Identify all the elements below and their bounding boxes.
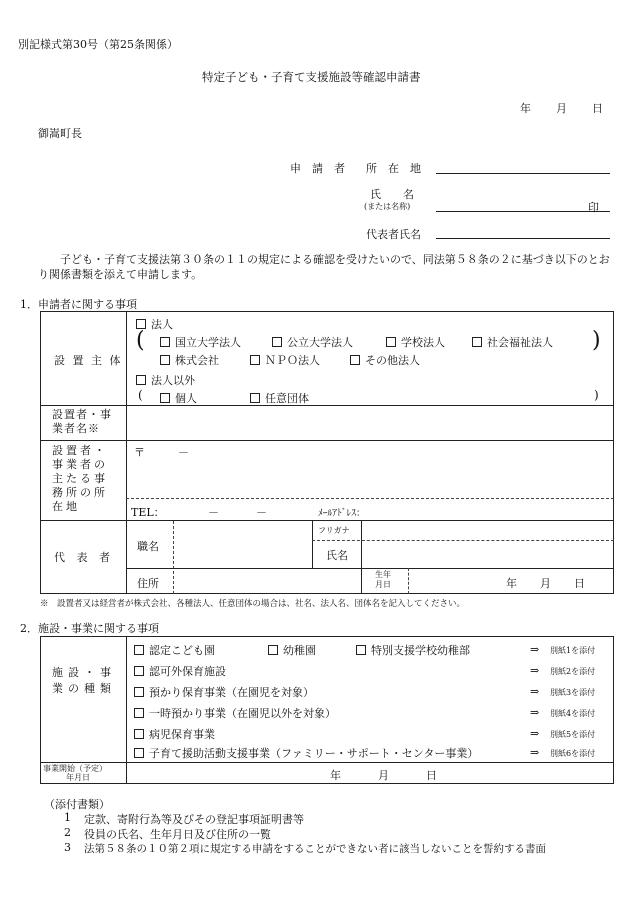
office-label: 設置者・事業者の主たる事務所の所在地 [52, 444, 108, 513]
label: 認定こども園 [149, 644, 215, 657]
label: 認可外保育施設 [149, 665, 226, 678]
rep-field[interactable] [436, 238, 610, 239]
seal-mark: 印 [588, 201, 599, 214]
attached-no-2: 2 [64, 826, 71, 839]
check-voluntary-group[interactable] [250, 390, 309, 406]
page-title: 特定子ども・子育て支援施設等確認申請書 [202, 70, 421, 84]
label: その他法人 [365, 354, 420, 367]
name-field[interactable] [436, 211, 610, 212]
right-paren-icon: ) [594, 388, 599, 402]
label: 幼稚園 [283, 644, 316, 657]
label: 病児保育事業 [149, 728, 215, 741]
date-year: 年 [520, 102, 531, 115]
arrow-icon: ⇒ [530, 706, 540, 719]
check-certified-kodomoen[interactable] [134, 642, 215, 658]
birth-label-1: 生年 [375, 570, 391, 579]
checkbox-icon [134, 666, 144, 676]
attached-heading: （添付書類） [44, 798, 110, 811]
attached-item-2: 役員の氏名、生年月日及び住所の一覧 [84, 828, 271, 841]
checkbox-icon [160, 393, 170, 403]
attach-2: 別紙2を添付 [550, 667, 596, 676]
left-paren-icon: ( [138, 388, 143, 402]
label: 一時預かり事業（在園児以外を対象） [149, 707, 336, 720]
label: 社会福祉法人 [487, 336, 553, 349]
check-national-univ[interactable] [160, 334, 241, 350]
right-paren-icon: ) [592, 328, 601, 353]
entity-label: 設 置 主 体 [54, 354, 123, 367]
birth-label-2: 月日 [375, 580, 391, 589]
label: 特別支援学校幼稚部 [371, 644, 470, 657]
attached-item-3: 法第５８条の１０第２項に規定する申請をすることができない者に該当しないことを誓約する書面 [84, 843, 546, 855]
check-stock-company[interactable] [160, 352, 219, 368]
start-year: 年 [330, 769, 341, 782]
date-day: 日 [592, 102, 603, 115]
checkbox-icon [160, 337, 170, 347]
label: 預かり保育事業（在園児を対象） [149, 686, 314, 699]
label: 公立大学法人 [287, 336, 353, 349]
checkbox-icon [134, 645, 144, 655]
check-temporary-care[interactable] [134, 705, 336, 721]
checkbox-icon [250, 355, 260, 365]
attached-no-1: 1 [64, 811, 71, 824]
section2-heading: 2．施設・事業に関する事項 [20, 622, 159, 635]
birth-day: 日 [574, 577, 585, 590]
checkbox-icon [250, 393, 260, 403]
label: ＮＰＯ法人 [265, 354, 320, 367]
checkbox-icon [386, 337, 396, 347]
label: 学校法人 [401, 336, 445, 349]
postal-dash: － [178, 446, 189, 459]
label: 株式会社 [175, 354, 219, 367]
arrow-icon: ⇒ [530, 746, 540, 759]
attach-3: 別紙3を添付 [550, 688, 596, 697]
email-label: ﾒｰﾙｱﾄﾞﾚｽ： [318, 508, 366, 519]
operator-name-field[interactable] [130, 410, 610, 436]
check-individual[interactable] [160, 390, 197, 406]
arrow-icon: ⇒ [530, 664, 540, 677]
birth-month: 月 [540, 577, 551, 590]
rep-name-label: 氏名 [326, 549, 348, 562]
position-field[interactable] [178, 524, 308, 566]
arrow-icon: ⇒ [530, 643, 540, 656]
checkbox-icon [472, 337, 482, 347]
label: 子育て援助活動支援事業（ファミリー・サポート・センター事業） [149, 747, 479, 760]
attach-5: 別紙5を添付 [550, 730, 596, 739]
checkbox-icon [136, 375, 146, 385]
noncorp-label: 法人以外 [151, 374, 195, 387]
start-label-1: 事業開始（予定） [43, 764, 107, 773]
label: 任意団体 [265, 392, 309, 405]
rep-address-label: 住所 [137, 577, 159, 590]
name-label: 氏 名 [370, 188, 414, 201]
attach-6: 別紙6を添付 [550, 749, 596, 758]
check-kindergarten[interactable] [268, 642, 316, 658]
arrow-icon: ⇒ [530, 727, 540, 740]
rep-address-field[interactable] [178, 570, 358, 592]
noncorp-checkbox[interactable] [136, 372, 195, 388]
check-other-corp[interactable] [350, 352, 420, 368]
attached-no-3: 3 [64, 841, 71, 854]
corp-label: 法人 [151, 318, 173, 331]
attach-1: 別紙1を添付 [550, 646, 596, 655]
tel-dash-1: － [208, 506, 219, 519]
check-family-support[interactable] [134, 745, 478, 761]
check-public-univ[interactable] [272, 334, 353, 350]
attached-item-1: 定款、寄附行為等及びその登記事項証明書等 [84, 813, 304, 826]
start-day: 日 [426, 769, 437, 782]
office-address-field[interactable] [130, 462, 610, 496]
left-paren-icon: ( [136, 328, 145, 353]
name-sub-label: (または名称) [364, 202, 411, 211]
operator-label: 設置者・事業者名※ [52, 408, 112, 435]
start-date-field[interactable] [130, 764, 610, 782]
form-number: 別記様式第30号（第25条関係） [18, 38, 178, 51]
address-field[interactable] [436, 173, 610, 174]
check-unlicensed-nursery[interactable] [134, 663, 226, 679]
tel-dash-2: － [256, 506, 267, 519]
section1-heading: 1．申請者に関する事項 [20, 298, 137, 311]
checkbox-icon [134, 729, 144, 739]
start-label-2: 年月日 [66, 773, 90, 782]
rep-name-field[interactable] [366, 544, 610, 566]
checkbox-icon [268, 645, 278, 655]
start-month: 月 [378, 769, 389, 782]
footnote: ※ 設置者又は経営者が株式会社、各種法人、任意団体の場合は、社名、法人名、団体名を記入してください。 [40, 599, 466, 609]
applicant-label: 申 請 者 [290, 162, 345, 175]
tel-label: TEL： [131, 506, 165, 519]
attach-4: 別紙4を添付 [550, 709, 596, 718]
check-social-welfare[interactable] [472, 334, 553, 350]
checkbox-icon [356, 645, 366, 655]
rep-section-label: 代 表 者 [54, 551, 114, 564]
birth-year: 年 [506, 577, 517, 590]
postal-mark: 〒 [134, 446, 145, 459]
check-school-corp[interactable] [386, 334, 445, 350]
furigana-label: フリガナ [318, 526, 350, 535]
check-npo[interactable] [250, 352, 320, 368]
label: 国立大学法人 [175, 336, 241, 349]
check-sick-child-care[interactable] [134, 726, 215, 742]
address-label: 所 在 地 [366, 162, 421, 175]
facility-type-label: 施設・事業の種類 [52, 666, 116, 695]
label: 個人 [175, 392, 197, 405]
checkbox-icon [134, 687, 144, 697]
checkbox-icon [272, 337, 282, 347]
date-month: 月 [556, 102, 567, 115]
intro-text: 子ども・子育て支援法第３０条の１１の規定による確認を受けたいので、同法第５８条の２に基づき以下のとおり関係書類を添えて申請します。 [38, 253, 610, 281]
check-special-support-kindergarten[interactable] [356, 642, 470, 658]
checkbox-icon [134, 748, 144, 758]
rep-label: 代表者氏名 [366, 228, 421, 241]
addressee: 御嵩町長 [38, 127, 82, 140]
check-extended-care[interactable] [134, 684, 314, 700]
arrow-icon: ⇒ [530, 685, 540, 698]
checkbox-icon [134, 708, 144, 718]
checkbox-icon [160, 355, 170, 365]
position-label: 職名 [137, 540, 159, 553]
checkbox-icon [350, 355, 360, 365]
